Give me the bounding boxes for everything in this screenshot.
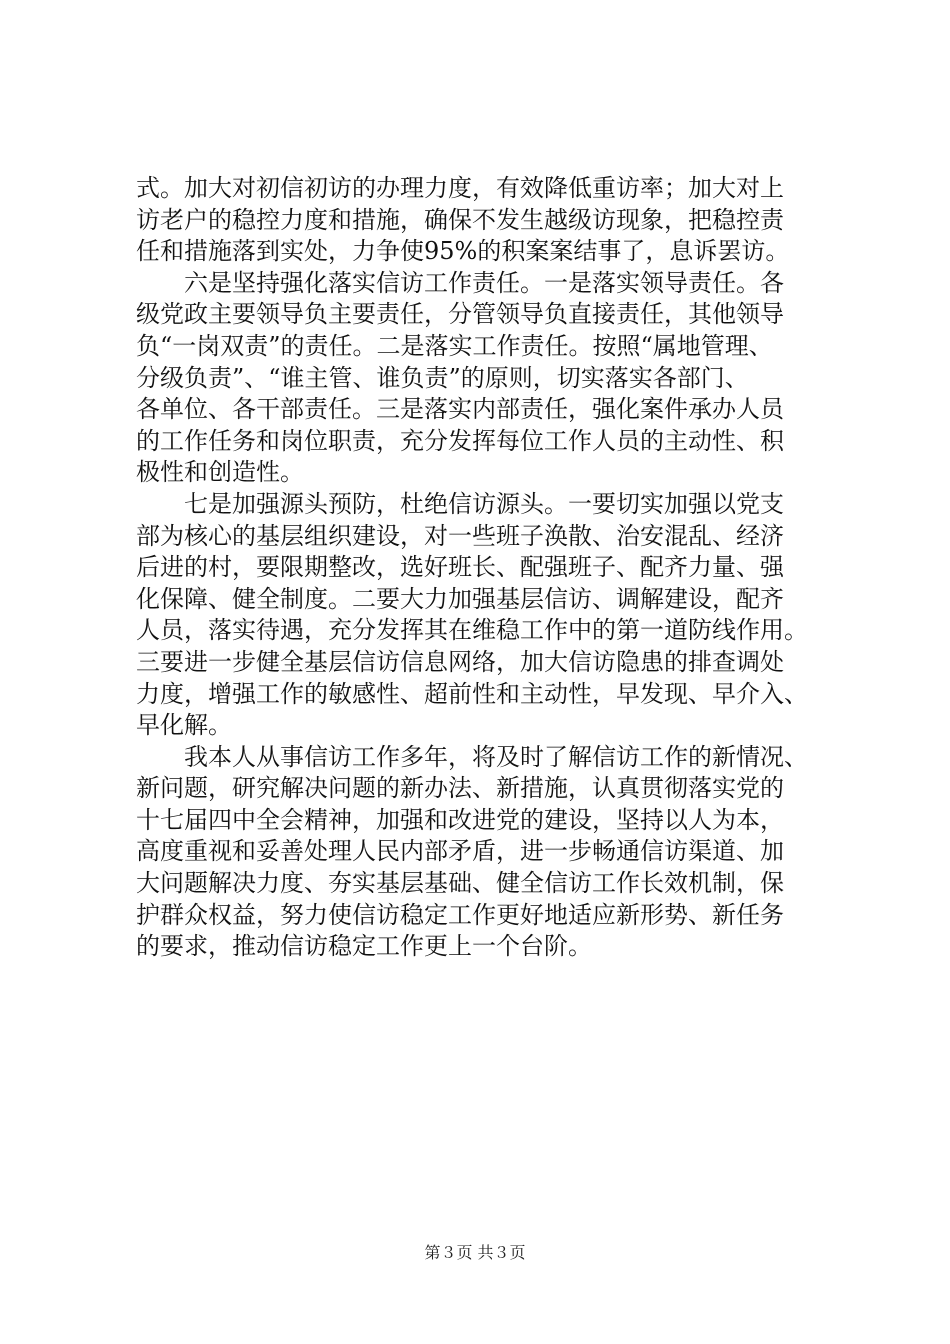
text-line: 的工作任务和岗位职责，充分发挥每位工作人员的主动性、积	[136, 426, 784, 455]
paragraph-first-line: 我本人从事信访工作多年，将及时了解信访工作的新情况、	[184, 742, 808, 771]
text-line: 新问题，研究解决问题的新办法、新措施，认真贯彻落实党的	[136, 774, 784, 803]
text-line: 大问题解决力度、夯实基层基础、健全信访工作长效机制，保	[136, 869, 784, 898]
text-line: 负“一岗双责”的责任。二是落实工作责任。按照“属地管理、	[136, 331, 773, 360]
text-line: 分级负责”、“谁主管、谁负责”的原则，切实落实各部门、	[136, 363, 749, 392]
text-line: 十七届四中全会精神，加强和改进党的建设，坚持以人为本，	[136, 805, 784, 834]
text-line: 部为核心的基层组织建设，对一些班子涣散、治安混乱、经济	[136, 521, 784, 550]
text-line: 式。加大对初信初访的办理力度，有效降低重访率；加大对上	[136, 174, 784, 202]
text-line: 早化解。	[136, 711, 232, 740]
text-line: 护群众权益，努力使信访稳定工作更好地适应新形势、新任务	[136, 900, 784, 929]
text-line: 高度重视和妥善处理人民内部矛盾，进一步畅通信访渠道、加	[136, 837, 784, 866]
text-line: 任和措施落到实处，力争使95%的积案案结事了，息诉罢访。	[136, 237, 790, 266]
document-body	[136, 173, 856, 963]
text-line: 人员，落实待遇，充分发挥其在维稳工作中的第一道防线作用。	[136, 616, 808, 645]
text-line: 的要求，推动信访稳定工作更上一个台阶。	[136, 932, 592, 961]
text-line: 三要进一步健全基层信访信息网络，加大信访隐患的排查调处	[136, 647, 784, 676]
page-number: 第３页 共３页	[424, 1243, 526, 1262]
text-line: 各单位、各干部责任。三是落实内部责任，强化案件承办人员	[136, 395, 784, 424]
text-line: 级党政主要领导负主要责任，分管领导负直接责任，其他领导	[136, 300, 784, 329]
paragraph-first-line: 六是坚持强化落实信访工作责任。一是落实领导责任。各	[184, 268, 784, 297]
text-line: 后进的村，要限期整改，选好班长、配强班子、配齐力量、强	[136, 553, 784, 582]
text-line: 访老户的稳控力度和措施，确保不发生越级访现象，把稳控责	[136, 205, 784, 234]
page-footer	[0, 1243, 950, 1263]
text-line: 化保障、健全制度。二要大力加强基层信访、调解建设，配齐	[136, 584, 784, 613]
text-line: 力度，增强工作的敏感性、超前性和主动性，早发现、早介入、	[136, 679, 808, 708]
text-line: 极性和创造性。	[136, 458, 304, 487]
paragraph-first-line: 七是加强源头预防，杜绝信访源头。一要切实加强以党支	[184, 489, 784, 518]
